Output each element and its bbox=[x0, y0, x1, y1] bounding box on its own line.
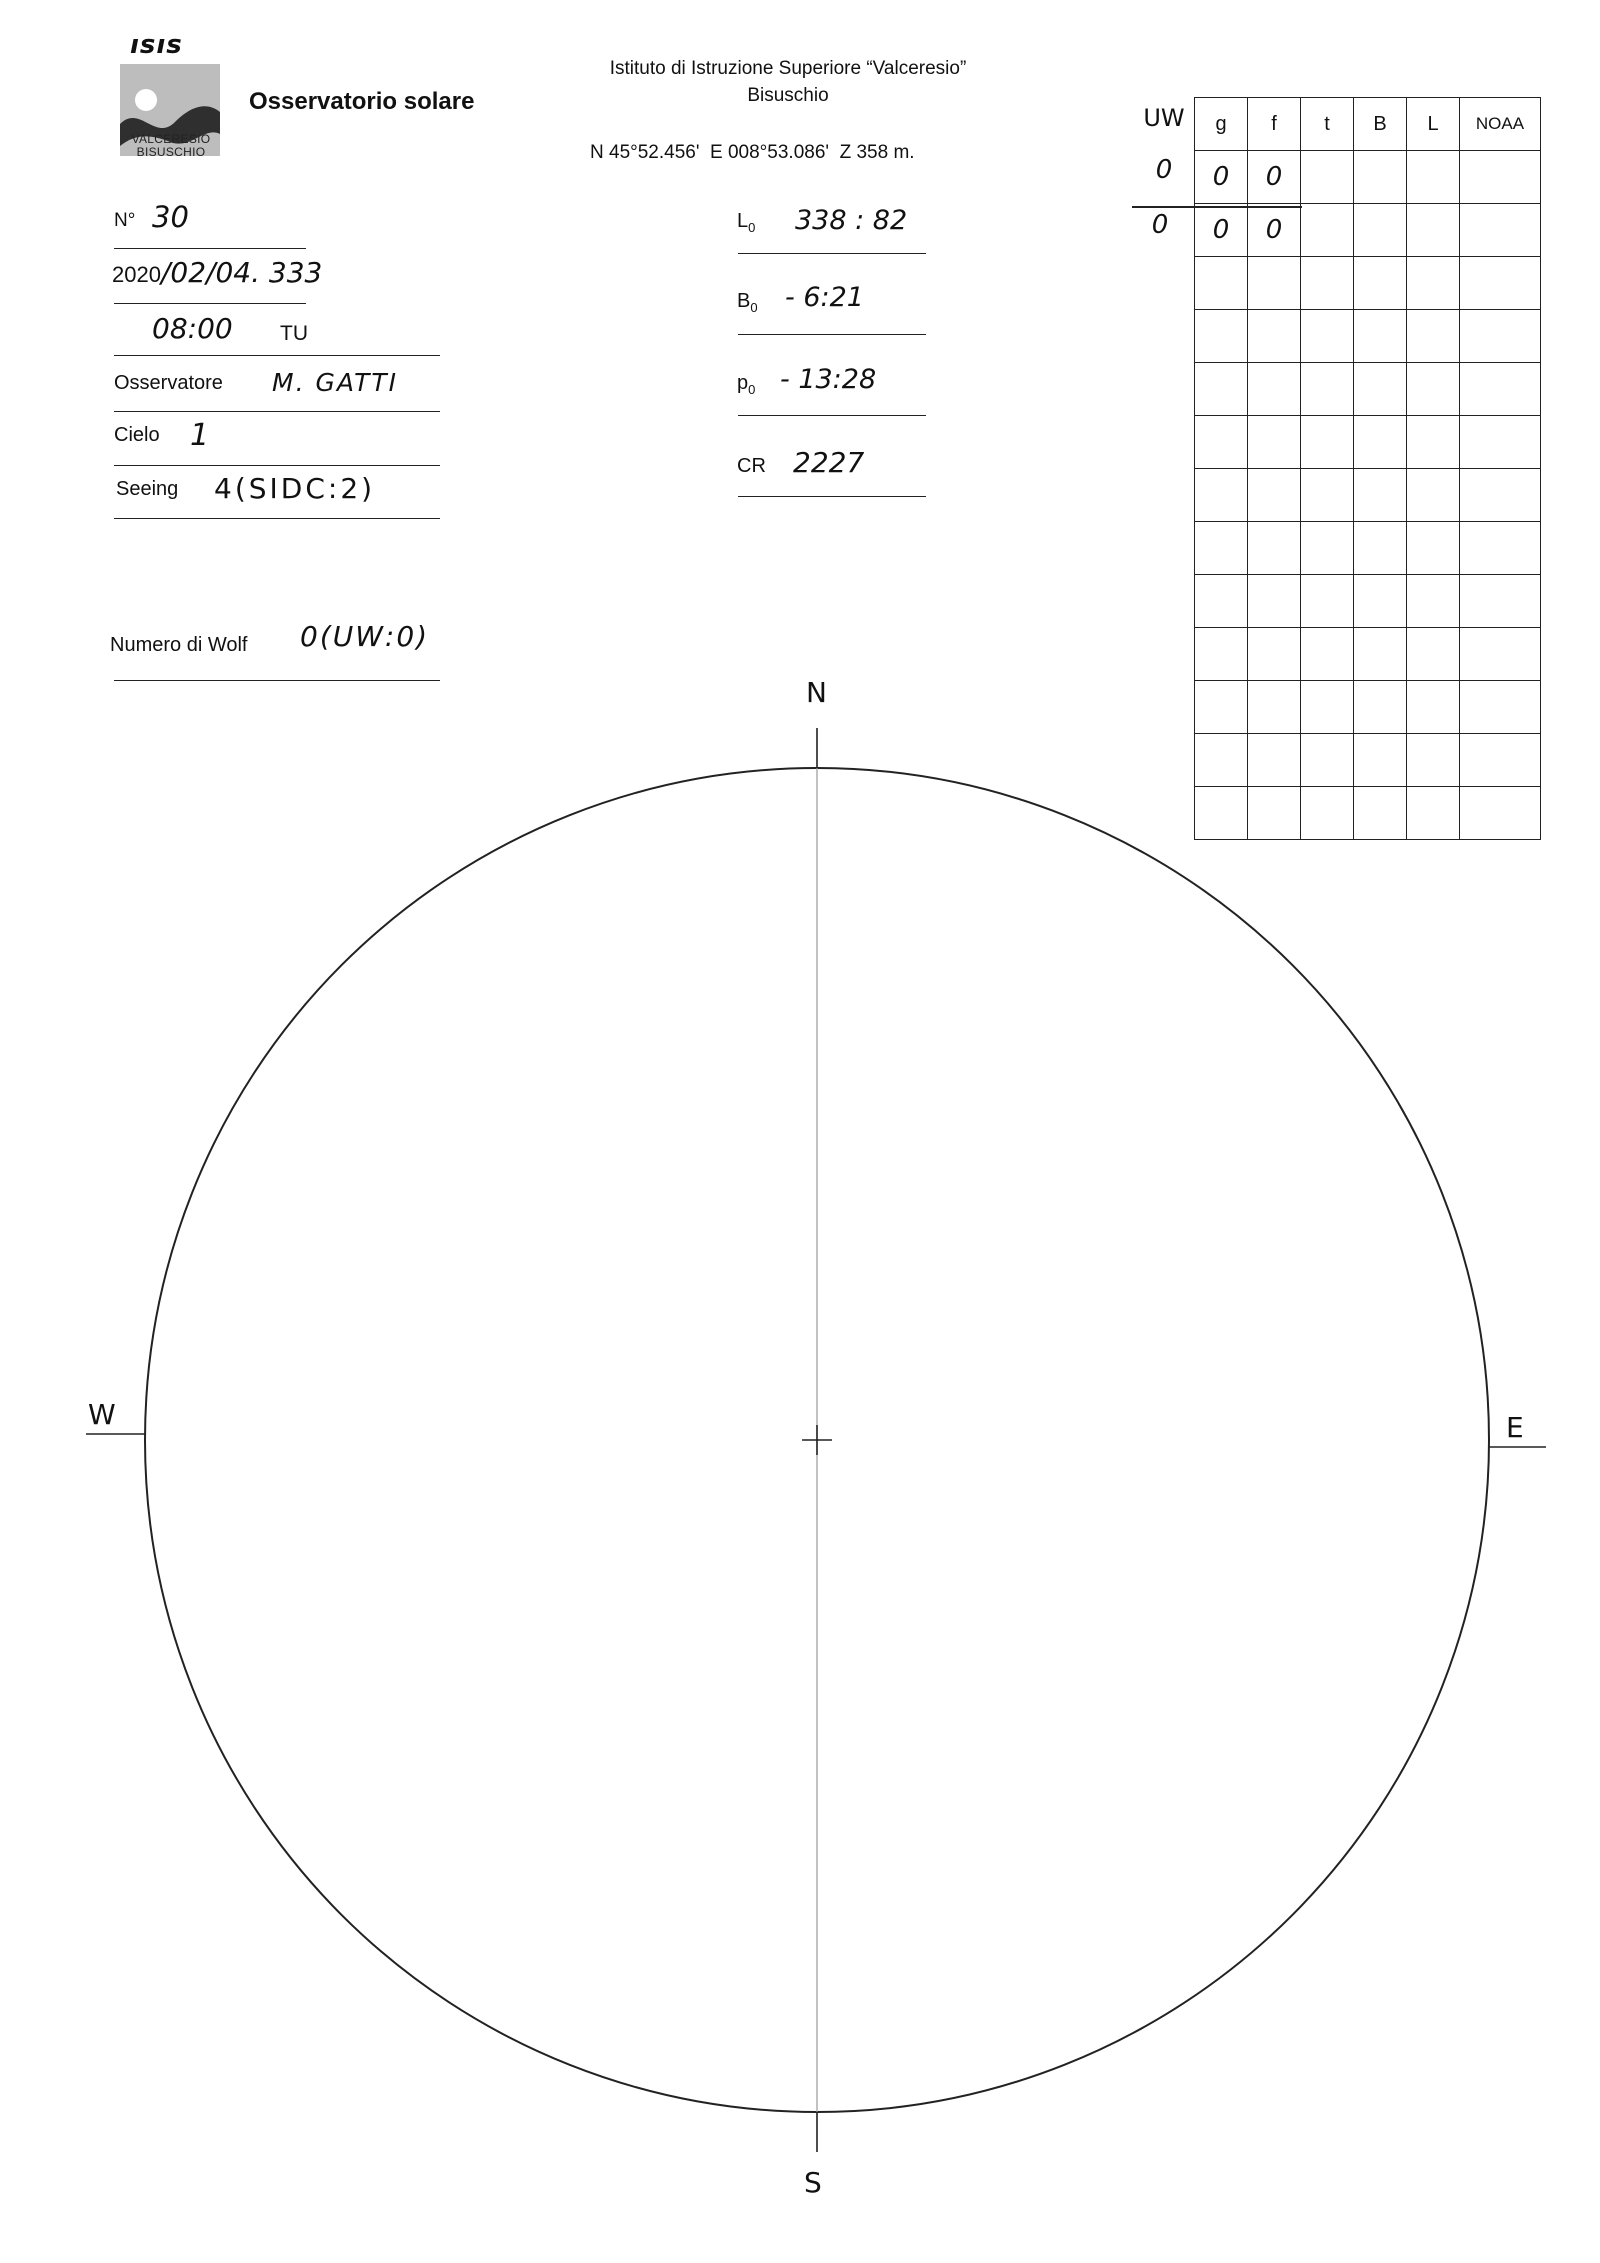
wolf-value: 0(UW:0) bbox=[300, 620, 430, 653]
col-header-f: f bbox=[1248, 98, 1301, 151]
col-header-t: t bbox=[1301, 98, 1354, 151]
observatory-title: Osservatorio solare bbox=[249, 88, 475, 115]
uw-row-2: 0 bbox=[1151, 210, 1169, 240]
logo-mark: ısıs bbox=[130, 30, 183, 60]
p0-label-sub: 0 bbox=[748, 382, 756, 397]
cr-value: 2227 bbox=[793, 446, 865, 479]
col-header-g: g bbox=[1195, 98, 1248, 151]
l0-label-text: L bbox=[737, 210, 749, 232]
institute-town: Bisuschio bbox=[747, 85, 829, 106]
col-header-noaa: NOAA bbox=[1460, 98, 1541, 151]
p0-label-text: p bbox=[737, 372, 749, 394]
number-value: 30 bbox=[152, 200, 189, 234]
l0-label-sub: 0 bbox=[748, 220, 756, 235]
cr-label: CR bbox=[737, 455, 766, 477]
b0-label-text: B bbox=[737, 290, 751, 312]
south-label: S bbox=[804, 2166, 822, 2199]
uw-header: UW bbox=[1143, 104, 1185, 132]
table-cell: 0 bbox=[1195, 204, 1248, 257]
logo-caption-line1: VALCERESIO bbox=[131, 132, 211, 146]
sky-value: 1 bbox=[190, 418, 210, 453]
date-value: /02/04. 333 bbox=[161, 256, 323, 289]
p0-value: - 13:28 bbox=[780, 364, 877, 395]
institute-coordinates: N 45°52.456' E 008°53.086' Z 358 m. bbox=[590, 142, 915, 163]
b0-label-sub: 0 bbox=[750, 300, 758, 315]
north-label: N bbox=[806, 676, 827, 709]
col-header-l: L bbox=[1407, 98, 1460, 151]
observer-label: Osservatore bbox=[114, 372, 223, 394]
seeing-value: 4(SIDC:2) bbox=[214, 472, 376, 505]
time-value: 08:00 bbox=[152, 312, 233, 345]
sky-label: Cielo bbox=[114, 424, 160, 446]
l0-value: 338 : 82 bbox=[795, 205, 908, 236]
b0-value: - 6:21 bbox=[785, 282, 864, 313]
date-printed: 2020 bbox=[112, 262, 161, 287]
observer-value: M. GATTI bbox=[272, 368, 399, 397]
wolf-label: Numero di Wolf bbox=[110, 634, 248, 656]
time-unit: TU bbox=[280, 322, 308, 345]
table-cell: 0 bbox=[1195, 151, 1248, 204]
logo-caption-line2: BISUSCHIO bbox=[136, 145, 206, 159]
seeing-label: Seeing bbox=[116, 478, 179, 500]
west-label: W bbox=[88, 1398, 116, 1431]
col-header-b: B bbox=[1354, 98, 1407, 151]
table-cell: 0 bbox=[1248, 204, 1301, 257]
number-label: N° bbox=[114, 210, 136, 231]
institute-name: Istituto di Istruzione Superiore “Valceresio” bbox=[609, 58, 967, 79]
uw-row-1: 0 bbox=[1155, 155, 1173, 185]
table-cell: 0 bbox=[1248, 151, 1301, 204]
east-label: E bbox=[1506, 1411, 1524, 1444]
